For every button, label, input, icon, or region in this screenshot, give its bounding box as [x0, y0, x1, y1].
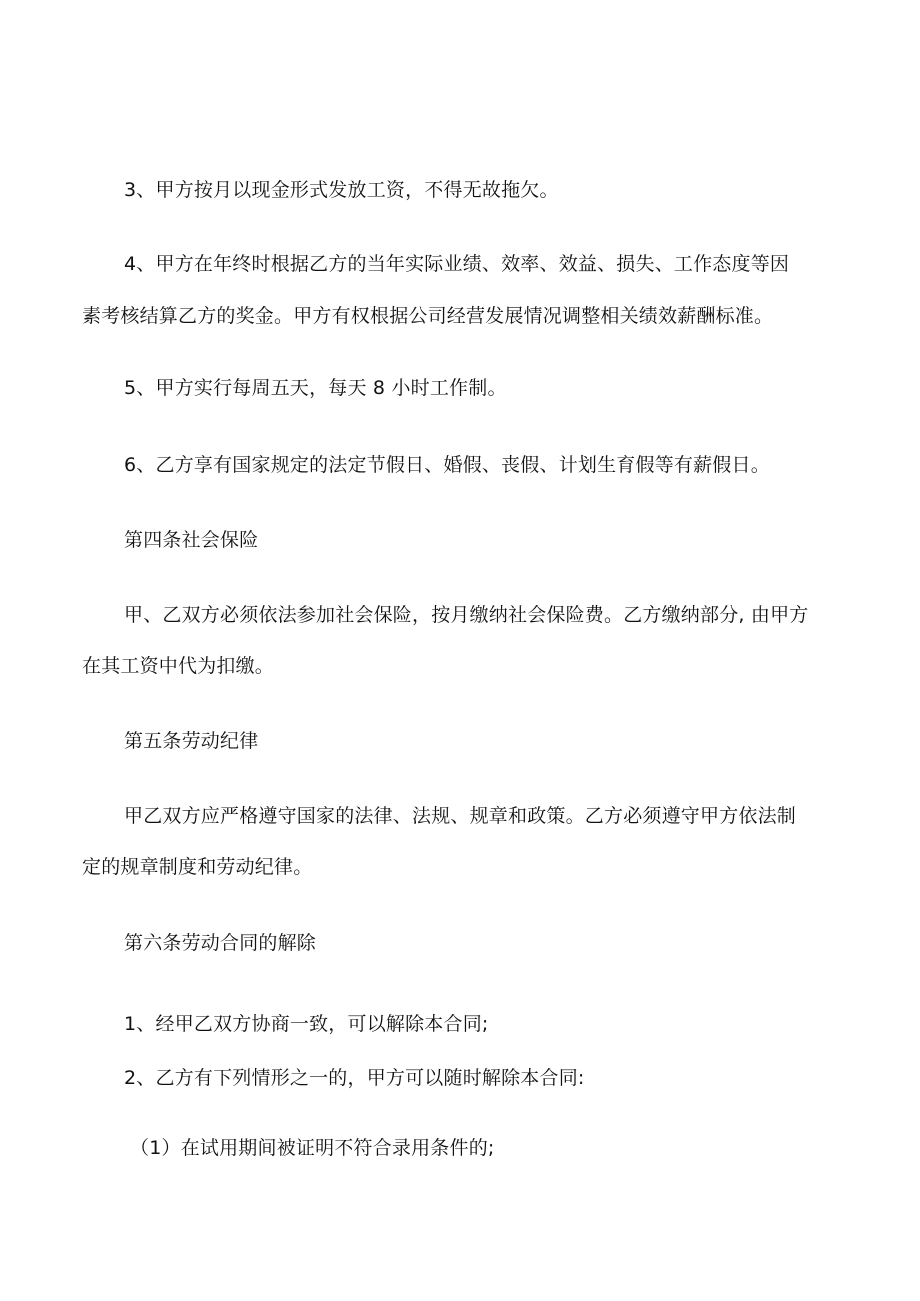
clause-item-3: 3、甲方按月以现金形式发放工资，不得无故拖欠。 — [124, 179, 559, 201]
clause-item-5: 5、甲方实行每周五天，每天 8 小时工作制。 — [124, 377, 507, 399]
clause-item-6: 6、乙方享有国家规定的法定节假日、婚假、丧假、计划生育假等有薪假日。 — [124, 454, 770, 476]
article-4-line-1: 甲、乙双方必须依法参加社会保险，按月缴纳社会保险费。乙方缴纳部分, 由甲方 — [124, 604, 809, 626]
clause-item-4-line-2: 素考核结算乙方的奖金。甲方有权根据公司经营发展情况调整相关绩效薪酬标准。 — [82, 305, 774, 327]
article-4-line-2: 在其工资中代为扣缴。 — [82, 655, 275, 677]
article-5-line-2: 定的规章制度和劳动纪律。 — [82, 856, 313, 878]
article-5-line-1: 甲乙双方应严格遵守国家的法律、法规、规章和政策。乙方必须遵守甲方依法制 — [124, 805, 797, 827]
article-6-heading: 第六条劳动合同的解除 — [124, 932, 317, 954]
article-6-sub-item-1: （1）在试用期间被证明不符合录用条件的; — [130, 1137, 495, 1159]
clause-item-4-line-1: 4、甲方在年终时根据乙方的当年实际业绩、效率、效益、损失、工作态度等因 — [124, 253, 790, 275]
article-5-heading: 第五条劳动纪律 — [124, 730, 259, 752]
article-6-item-2: 2、乙方有下列情形之一的，甲方可以随时解除本合同: — [124, 1067, 585, 1089]
article-4-heading: 第四条社会保险 — [124, 529, 259, 551]
article-6-item-1: 1、经甲乙双方协商一致，可以解除本合同; — [124, 1013, 489, 1035]
